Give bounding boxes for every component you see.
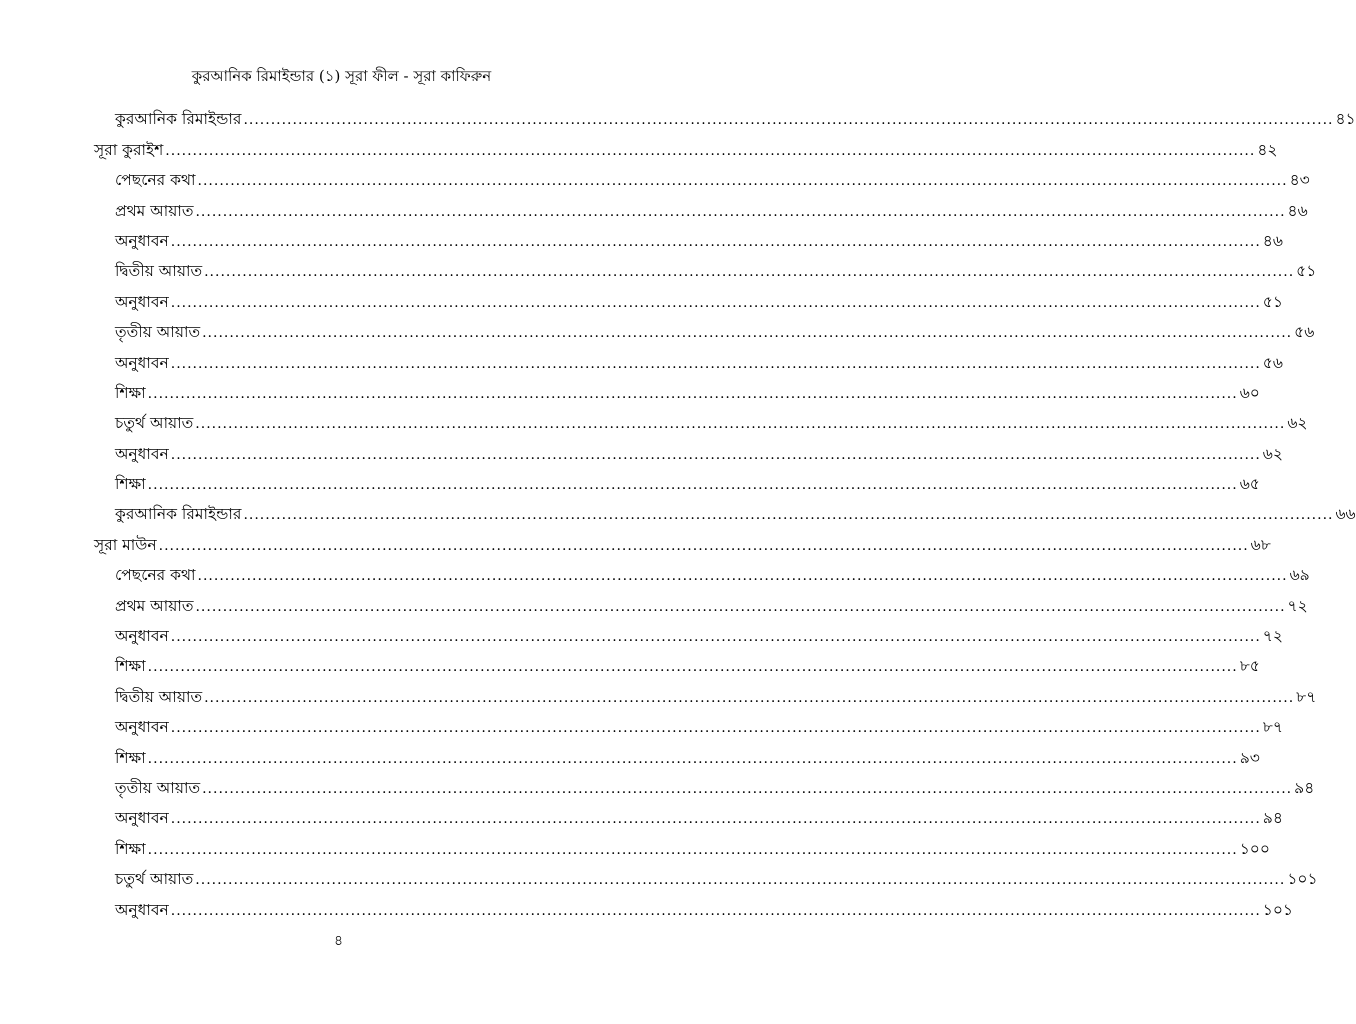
page-number: ৪	[333, 933, 344, 949]
toc-entry-title: সূরা মাউন	[94, 535, 157, 554]
toc-entry-title: শিক্ষা	[115, 748, 146, 767]
dot-leader: ........................................................................................................................................................................................................	[170, 902, 1261, 919]
toc-entry-title: অনুধাবন	[115, 627, 169, 646]
toc-section-entry[interactable]	[0, 555, 1310, 585]
toc-entry-title: অনুধাবন	[115, 231, 169, 250]
toc-chapter-entry[interactable]	[0, 524, 1271, 554]
toc-entry-page: ১০১	[1287, 870, 1318, 889]
dot-leader: ........................................................................................................................................................................................................	[165, 142, 1256, 159]
dot-leader: ........................................................................................................................................................................................................	[243, 112, 1334, 129]
dot-leader: ........................................................................................................................................................................................................	[197, 173, 1288, 190]
toc-entry-page: ৫৬	[1262, 353, 1283, 372]
toc-section-entry[interactable]	[0, 707, 1283, 737]
toc-section-entry[interactable]	[0, 768, 1315, 798]
toc-entry-title: কুরআনিক রিমাইন্ডার	[115, 505, 242, 524]
toc-section-entry[interactable]	[0, 616, 1283, 646]
toc-section-entry[interactable]	[0, 281, 1283, 311]
toc-entry-page: ৫১	[1296, 262, 1317, 281]
dot-leader: ........................................................................................................................................................................................................	[170, 629, 1261, 646]
toc-entry-page: ৭২	[1287, 596, 1308, 615]
toc-entry-page: ৪১	[1335, 110, 1356, 129]
toc-entry-title: অনুধাবন	[115, 353, 169, 372]
toc-entry-title: তৃতীয় আয়াত	[115, 778, 201, 797]
toc-section-entry[interactable]	[0, 312, 1315, 342]
toc-entry-title: শিক্ষা	[115, 475, 146, 494]
toc-entry-page: ৯৩	[1239, 748, 1260, 767]
toc-entry-page: ৪২	[1257, 140, 1278, 159]
toc-entry-title: চতুর্থ আয়াত	[115, 414, 194, 433]
toc-section-entry[interactable]	[0, 403, 1308, 433]
toc-entry-title: অনুধাবন	[115, 900, 169, 919]
toc-entry-page: ৬৮	[1250, 535, 1271, 554]
toc-entry-page: ৬২	[1287, 414, 1308, 433]
toc-entry-title: দ্বিতীয় আয়াত	[115, 262, 203, 281]
toc-entry-page: ৪৬	[1287, 201, 1308, 220]
dot-leader: ........................................................................................................................................................................................................	[147, 385, 1238, 402]
dot-leader: ........................................................................................................................................................................................................	[158, 537, 1249, 554]
toc-entry-title: প্রথম আয়াত	[115, 596, 194, 615]
toc-entry-page: ১০১	[1262, 900, 1293, 919]
toc-section-entry[interactable]	[0, 190, 1308, 220]
toc-entry-title: প্রথম আয়াত	[115, 201, 194, 220]
dot-leader: ........................................................................................................................................................................................................	[170, 811, 1261, 828]
toc-section-entry[interactable]	[0, 160, 1310, 190]
toc-section-entry[interactable]	[0, 494, 1356, 524]
toc-entry-title: কুরআনিক রিমাইন্ডার	[115, 110, 242, 129]
running-header: কুরআনিক রিমাইন্ডার (১) সূরা ফীল - সূরা কাফিরুন	[191, 67, 492, 85]
toc-entry-title: পেছনের কথা	[115, 171, 196, 190]
toc-section-entry[interactable]	[0, 859, 1318, 889]
toc-section-entry[interactable]	[0, 99, 1356, 129]
toc-chapter-entry[interactable]	[0, 129, 1278, 159]
dot-leader: ........................................................................................................................................................................................................	[170, 294, 1261, 311]
toc-section-entry[interactable]	[0, 221, 1283, 251]
dot-leader: ........................................................................................................................................................................................................	[170, 720, 1261, 737]
toc-section-entry[interactable]	[0, 433, 1283, 463]
toc-entry-page: ৭২	[1262, 627, 1283, 646]
toc-entry-page: ৬০	[1239, 383, 1260, 402]
toc-section-entry[interactable]	[0, 342, 1283, 372]
dot-leader: ........................................................................................................................................................................................................	[195, 598, 1286, 615]
toc-section-entry[interactable]	[0, 889, 1293, 919]
toc-entry-title: সূরা কুরাইশ	[94, 140, 164, 159]
toc-entry-title: অনুধাবন	[115, 718, 169, 737]
table-of-contents	[0, 99, 1356, 920]
dot-leader: ........................................................................................................................................................................................................	[202, 325, 1293, 342]
toc-entry-title: শিক্ষা	[115, 657, 146, 676]
dot-leader: ........................................................................................................................................................................................................	[243, 507, 1334, 524]
toc-entry-page: ৬৫	[1239, 475, 1260, 494]
toc-entry-title: অনুধাবন	[115, 292, 169, 311]
dot-leader: ........................................................................................................................................................................................................	[147, 477, 1238, 494]
toc-entry-page: ৮৫	[1239, 657, 1260, 676]
toc-section-entry[interactable]	[0, 737, 1260, 767]
toc-entry-title: তৃতীয় আয়াত	[115, 323, 201, 342]
dot-leader: ........................................................................................................................................................................................................	[170, 355, 1261, 372]
toc-entry-page: ৫৬	[1294, 323, 1315, 342]
dot-leader: ........................................................................................................................................................................................................	[147, 841, 1238, 858]
toc-entry-page: ৮৭	[1296, 687, 1317, 706]
toc-section-entry[interactable]	[0, 373, 1260, 403]
toc-entry-title: শিক্ষা	[115, 839, 146, 858]
toc-section-entry[interactable]	[0, 251, 1317, 281]
toc-entry-page: ১০০	[1239, 839, 1270, 858]
toc-section-entry[interactable]	[0, 798, 1283, 828]
dot-leader: ........................................................................................................................................................................................................	[197, 568, 1288, 585]
toc-entry-title: দ্বিতীয় আয়াত	[115, 687, 203, 706]
dot-leader: ........................................................................................................................................................................................................	[170, 446, 1261, 463]
dot-leader: ........................................................................................................................................................................................................	[195, 203, 1286, 220]
dot-leader: ........................................................................................................................................................................................................	[202, 780, 1293, 797]
toc-entry-page: ৬৯	[1289, 566, 1310, 585]
toc-entry-title: অনুধাবন	[115, 809, 169, 828]
dot-leader: ........................................................................................................................................................................................................	[195, 872, 1286, 889]
toc-section-entry[interactable]	[0, 464, 1260, 494]
toc-entry-title: পেছনের কথা	[115, 566, 196, 585]
toc-section-entry[interactable]	[0, 828, 1270, 858]
toc-section-entry[interactable]	[0, 676, 1317, 706]
toc-entry-page: ৫১	[1262, 292, 1283, 311]
dot-leader: ........................................................................................................................................................................................................	[170, 233, 1261, 250]
toc-section-entry[interactable]	[0, 585, 1308, 615]
dot-leader: ........................................................................................................................................................................................................	[195, 416, 1286, 433]
toc-entry-page: ৮৭	[1262, 718, 1283, 737]
toc-entry-title: শিক্ষা	[115, 383, 146, 402]
dot-leader: ........................................................................................................................................................................................................	[204, 264, 1295, 281]
dot-leader: ........................................................................................................................................................................................................	[147, 659, 1238, 676]
toc-entry-page: ৪৩	[1289, 171, 1310, 190]
toc-entry-page: ৯৪	[1262, 809, 1283, 828]
toc-section-entry[interactable]	[0, 646, 1260, 676]
toc-entry-page: ৪৬	[1262, 231, 1283, 250]
dot-leader: ........................................................................................................................................................................................................	[147, 750, 1238, 767]
dot-leader: ........................................................................................................................................................................................................	[204, 689, 1295, 706]
toc-entry-page: ৬২	[1262, 444, 1283, 463]
toc-entry-title: চতুর্থ আয়াত	[115, 870, 194, 889]
toc-entry-page: ৯৪	[1294, 778, 1315, 797]
toc-entry-page: ৬৬	[1335, 505, 1356, 524]
toc-entry-title: অনুধাবন	[115, 444, 169, 463]
